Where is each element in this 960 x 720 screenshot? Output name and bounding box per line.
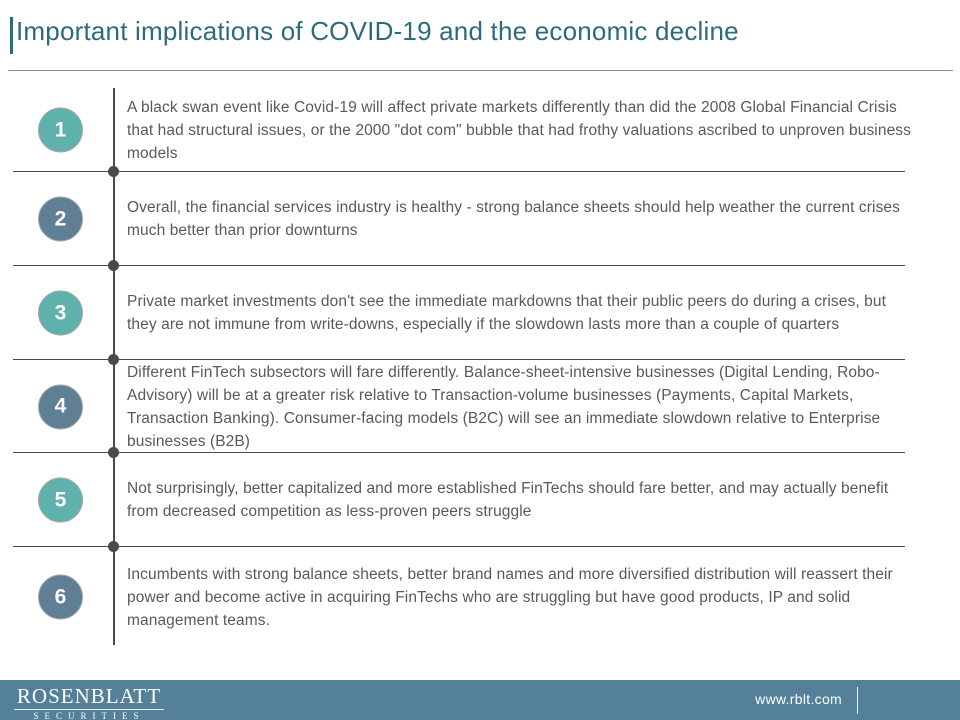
item-text: Overall, the financial services industry is healthy - strong balance sheets should help weather the current crises much better than prior downturns bbox=[127, 199, 901, 239]
footer-separator-line bbox=[857, 687, 858, 714]
logo-subtitle: SECURITIES bbox=[33, 711, 145, 720]
page-title: Important implications of COVID-19 and the economic decline bbox=[16, 16, 739, 46]
footer-bar bbox=[0, 680, 960, 720]
item-number-badge: 3 bbox=[38, 291, 83, 336]
item-number-badge: 5 bbox=[38, 478, 83, 523]
connector-dot bbox=[108, 447, 119, 458]
list-item bbox=[0, 88, 960, 172]
connector-dot bbox=[108, 166, 119, 177]
item-number-badge: 6 bbox=[38, 575, 83, 620]
footer-url[interactable]: www.rblt.com bbox=[755, 691, 842, 707]
implications-list bbox=[0, 88, 960, 647]
item-text: Different FinTech subsectors will fare differently. Balance-sheet-intensive businesses (Digital Lending, Robo-Advisory) will be at a greater risk relative to Transaction-volume businesses (Payments, Capital Markets, Transaction Banking). Consumer-facing models (B2C) will see an immediate slowdown relative to Enterprise businesses (B2B) bbox=[127, 363, 881, 450]
item-number-badge: 2 bbox=[38, 197, 83, 242]
title-divider bbox=[8, 70, 953, 71]
title-accent-bar bbox=[10, 17, 13, 54]
list-item bbox=[0, 547, 960, 647]
list-item bbox=[0, 453, 960, 547]
item-text: Incumbents with strong balance sheets, better brand names and more diversified distribution will reassert their power and become active in acquiring FinTechs who are struggling but have good products, IP and solid management teams. bbox=[127, 565, 893, 629]
item-text: Not surprisingly, better capitalized and more established FinTechs should fare better, and may actually benefit from decreased competition as less-proven peers struggle bbox=[127, 480, 889, 520]
list-item bbox=[0, 266, 960, 360]
item-number-badge: 4 bbox=[38, 384, 83, 429]
list-item bbox=[0, 172, 960, 266]
rosenblatt-logo bbox=[14, 684, 164, 720]
item-text: A black swan event like Covid-19 will affect private markets differently than did the 2008 Global Financial Crisis that had structural issues, or the 2000 "dot com" bubble that had frothy valuations ascribed to unproven business models bbox=[127, 98, 911, 162]
connector-dot bbox=[108, 260, 119, 271]
connector-dot bbox=[108, 541, 119, 552]
item-number-badge: 1 bbox=[38, 108, 83, 153]
connector-dot bbox=[108, 354, 119, 365]
list-item bbox=[0, 360, 960, 453]
logo-name: ROSENBLATT bbox=[14, 684, 164, 710]
item-text: Private market investments don't see the immediate markdowns that their public peers do during a crises, but they are not immune from write-downs, especially if the slowdown lasts more than a couple of quarters bbox=[127, 293, 886, 333]
